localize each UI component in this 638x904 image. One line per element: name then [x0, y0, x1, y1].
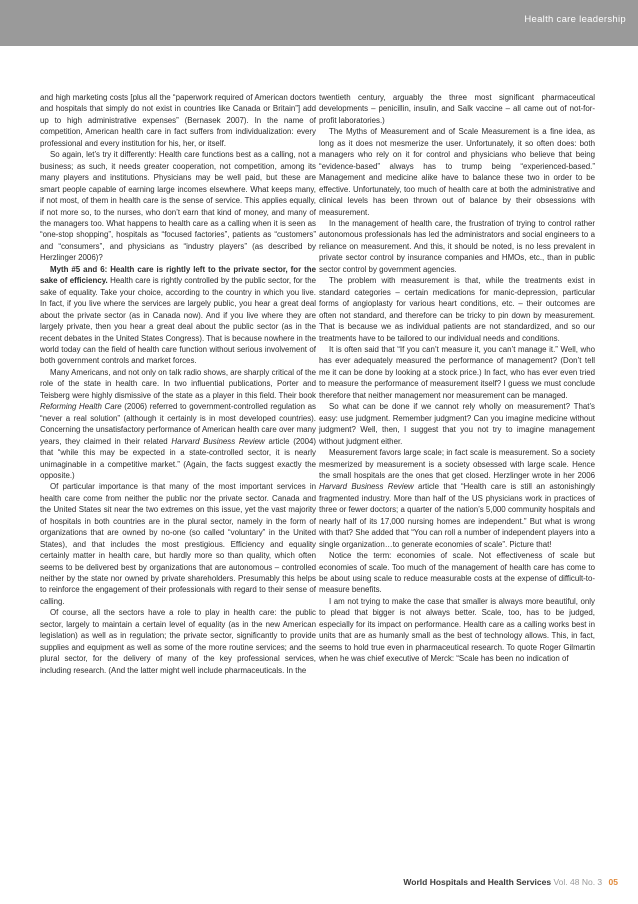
paragraph: It is often said that “If you can’t measure it, you can’t manage it.” Well, who has ever adequately measured the performance of management? (Don’t tell me it can be done by looking at a stock price.) In fact, who has ever even tried to measure the performance of measurement itself? I guess we must conclude therefore that neither management nor measurement can be managed. — [319, 344, 595, 400]
journal-title: Harvard Business Review — [171, 436, 265, 446]
section-title: Health care leadership — [524, 14, 626, 25]
paragraph: The Myths of Measurement and of Scale Measurement is a fine idea, as long as it does not mesmerize the user. Unfortunately, it so often does: both managers who rely on it for control and physicians who believe that being “evidence-based” always has to trump being “experienced-based.” Management and medicine alike have to balance these two in order to be effective. Unfortunately, too much of health care at both the administrative and clinical levels has been thrown out of balance by their obsessions with measurement. — [319, 127, 595, 217]
paragraph: Measurement favors large scale; in fact scale is measurement. So a society mesmerized by measurement is a society obsessed with large scale. Hence the small hospitals are the ones that get closed. Herzlinger wrote in her 2006 Harvard Business Review article that “Health care is still an astonishingly fragmented industry. More than half of the US physicians work in practices of three or fewer doctors; a quarter of the nation’s 5,000 community hospitals and nearly half of its 17,000 nursing homes are independent.” But what is wrong with that? She added that “You can roll a number of independent players into a single organization…to generate economies of scale”. Picture that! — [319, 448, 595, 549]
paragraph: Notice the term: economies of scale. Not effectiveness of scale but economies of scale. Too much of the management of health care has come to be about using scale to reduce measurable costs at the expense of difficult-to-measure benefits. — [319, 551, 595, 595]
paragraph: Of particular importance is that many of the most important services in health care come from neither the public nor the private sector. Canada and the United States sit near the two extremes on this issue, yet the vast majority of hospitals in both countries are in the plural sector, namely in the form of organizations that are owned by no-one (so called “voluntary” in the United States), and that includes the most prestigious. Efficiency and equality certainly matter in health care, but hardly more so than quality, which often seems to be delivered best by organizations that are autonomous – controlled neither by the state nor owned by private shareholders. Presumably this helps to reinforce the engagement of their professionals with regard to their sense of calling. — [40, 482, 316, 606]
journal-name: World Hospitals and Health Services — [403, 877, 552, 887]
paragraph: Many Americans, and not only on talk radio shows, are sharply critical of the role of the state in health care. In two influential publications, Porter and Teisberg were highly dismissive of the state as a player in this field. Their book Reforming Health Care (2006) referred to government-controlled regulation as “never a real solution” (although it certainly is in most developed countries). Concerning the unsatisfactory performance of American health care over many years, they claimed in their related Harvard Business Review article (2004) that “while this may be expected in a state-controlled sector, it is nearly unimaginable in a competitive market.” (Again, the facts suggest exactly the opposite.) — [40, 367, 316, 480]
book-title: Reforming Health Care — [40, 402, 122, 412]
paragraph: So again, let’s try it differently: Health care functions best as a calling, not a business; as such, it needs greater cooperation, not competition, among its many players and institutions. Physicians may be well paid, but these are smart people capable of earning large incomes elsewhere. What keeps many, if not most, of them in health care is the sense of service. This applies equally, if not more so, to the nurses, who don’t earn that kind of money, and many of the managers too. What happens to health care as a calling when it is seen as “one-stop shopping”, hospitals as “focused factories”, patients as “customers” and “consumers”, and physicians as “industry players” (as described by Herzlinger 2006)? — [40, 150, 316, 263]
paragraph: twentieth century, arguably the three most significant pharmaceutical developments – penicillin, insulin, and Salk vaccine – all came out of not-for-profit laboratories.) — [319, 93, 595, 125]
header-bar — [0, 0, 638, 46]
paragraph: In the management of health care, the frustration of trying to control rather autonomous professionals has led the administrators and social engineers to a reliance on measurement. And this, it should be noted, is no less prevalent in private sector control by insurance companies and HMOs, etc., than in public sector control by government agencies. — [319, 218, 595, 274]
myth-heading: Myth #5 and 6: Health care is rightly left to the private sector, for the sake of efficiency. — [40, 264, 316, 286]
volume-info: Vol. 48 No. 3 — [553, 877, 603, 887]
paragraph: I am not trying to make the case that smaller is always more beautiful, only to plead that bigger is not always better. Scale, too, has to be judged, especially for its impact on performance. Health care as a calling works best in units that are as humanly small as the best of technology allows. This, in fact, seems to hold true even in pharmaceutical research. To quote Roger Gilmartin when he was chief executive of Merck: “Scale has been no indication of — [319, 596, 595, 664]
paragraph: The problem with measurement is that, while the treatments exist in standard categories – certain medications for manic-depression, particular forms of angioplasty for various heart conditions, etc. – their outcomes are often not standard, and therefore can be tricky to pin down by measurement. That is because we as individual patients are not standardized, and so our treatments have to be tailored to our individual needs and conditions. — [319, 276, 595, 343]
right-column — [319, 92, 595, 665]
paragraph: and high marketing costs [plus all the “paperwork required of American doctors and hospitals that simply do not exist in countries like Canada or Britain”] add up to high administrative expenses” (Bernasek 2007). In the name of competition, American health care in fact suffers from individualization: every professional and every institution for his, her, or itself. — [40, 93, 316, 148]
paragraph: So what can be done if we cannot rely wholly on measurement? That’s easy: use judgment. Remember judgment? Can you imagine medicine without judgment? Well, then, I suggest that you not try to imagine management without judgment either. — [319, 402, 595, 446]
paragraph: Myth #5 and 6: Health care is rightly left to the private sector, for the sake of efficiency. Health care is rightly controlled by the public sector, for the sake of equality. Take your choice, according to the country in which you live. In fact, if you live where the services are largely public, you hear a great deal about the private sector (as in Canada now). And if you live where they are largely private, then you hear a great deal about the public sector (as in the recent debates in the United States Congress). That is because nowhere in the world today can the field of health care function without serious involvement of both government controls and market forces. — [40, 264, 316, 366]
paragraph: Of course, all the sectors have a role to play in health care: the public sector, largely to maintain a certain level of equality (as in the new American legislation) as well as in regulation; the private sector, significantly to provide supplies and equipment as well as some of the more routine services; and the plural sector, for the delivery of many of the key professional services, including research. (And the latter might well include pharmaceuticals. In the — [40, 608, 316, 675]
journal-title: Harvard Business Review — [319, 482, 414, 492]
left-column — [40, 92, 316, 676]
page-number: 05 — [608, 877, 618, 887]
footer — [403, 877, 618, 887]
